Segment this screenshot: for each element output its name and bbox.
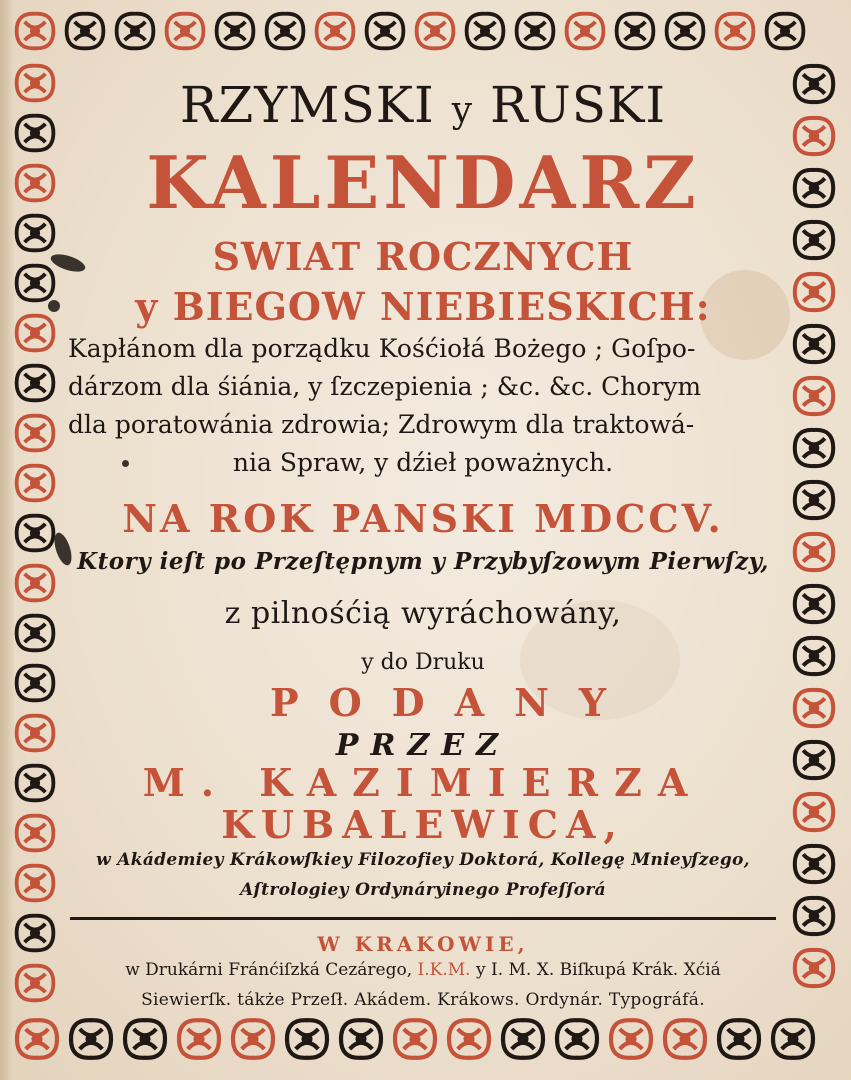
ornament-tile [267, 14, 304, 49]
ornamental-border-right [786, 58, 842, 1014]
title-swiat: SWIAT ROCZNYCH [212, 234, 634, 279]
title-block [60, 62, 786, 1010]
druku-line: y do Druku [361, 650, 485, 675]
ornament-tile [795, 950, 833, 986]
ornament-tile [17, 1020, 57, 1058]
subtitle-line: Ktory ieſt po Przeſtępnym y Przybyſzowym Pierwſzy, [77, 548, 769, 575]
title-rzymski: RZYMSKI [179, 76, 435, 134]
author-line-2: KUBALEWICA, [221, 802, 625, 847]
ornament-tile [773, 1020, 813, 1058]
imprint-city: W KRAKOWIE, [317, 932, 529, 956]
ornament-tile [17, 66, 54, 101]
ornament-tile [317, 14, 354, 49]
ornament-tile [17, 916, 54, 951]
pilnosc-line: z pilnośćią wyráchowány, [224, 596, 622, 631]
ornamental-border-left [8, 58, 60, 1014]
ornament-tile [719, 1020, 759, 1058]
body-line-4: nia Spraw, y dźieł poważnych. [232, 448, 614, 477]
ornament-tile [795, 846, 833, 882]
ornament-tile [17, 116, 54, 151]
author-title-2: Aſtrologiey Ordynáryinego Profeſſorá [240, 880, 606, 900]
przez-line: PRZEZ [335, 728, 511, 763]
ornament-tile [367, 14, 404, 49]
ornament-tile [17, 816, 54, 851]
body-line-2: dárzom dla śiánia, y ſzczepienia ; &c. &c. Chorym [68, 372, 702, 401]
imprint-line-2: Siewierſk. tákże Przeſł. Akádem. Krákows. Ordynár. Typográfá. [141, 990, 705, 1010]
ornament-tile [17, 766, 54, 801]
ornament-tile [767, 14, 804, 49]
imprint-printer: w Drukárni Fránćiſzká Cezárego, [125, 960, 413, 980]
ornamental-border-bottom [10, 1010, 841, 1074]
title-kalendarz: KALENDARZ [146, 140, 700, 225]
ornament-tile [71, 1020, 111, 1058]
ornament-tile [167, 14, 204, 49]
ornament-tile [417, 14, 454, 49]
imprint-line-1 [60, 960, 786, 980]
ornament-tile [467, 14, 504, 49]
ornament-tile [17, 666, 54, 701]
author-line-1: M. KAZIMIERZA [142, 760, 704, 805]
ornament-tile [795, 222, 833, 258]
ornament-tile [395, 1020, 435, 1058]
ornament-tile [179, 1020, 219, 1058]
ornament-tile [611, 1020, 651, 1058]
ornament-tile [665, 1020, 705, 1058]
ornament-tile [795, 326, 833, 362]
year-line: NA ROK PANSKI MDCCV. [122, 496, 724, 541]
ornament-tile [287, 1020, 327, 1058]
ornament-tile [17, 516, 54, 551]
ornament-tile [17, 966, 54, 1001]
separator-rule [70, 917, 776, 920]
ornament-tile [795, 118, 833, 154]
ornament-tile [17, 216, 54, 251]
ornament-tile [795, 898, 833, 934]
title-biegow: y BIEGOW NIEBIESKICH: [135, 284, 711, 329]
ornament-tile [795, 378, 833, 414]
ornament-tile [667, 14, 704, 49]
ornament-tile [795, 742, 833, 778]
podany-line: PODANY [270, 680, 636, 725]
ornament-tile [67, 14, 104, 49]
ornament-tile [17, 316, 54, 351]
ornament-tile [17, 266, 54, 301]
title-conjunction: y [451, 90, 474, 131]
imprint-royal-mark: I.K.M. [417, 960, 471, 980]
ornament-tile [341, 1020, 381, 1058]
ornament-tile [795, 274, 833, 310]
ornament-tile [795, 586, 833, 622]
imprint-bishop: y I. M. X. Biſkupá Krák. Xćiá [475, 960, 721, 980]
ornament-tile [795, 534, 833, 570]
ornament-tile [17, 14, 54, 49]
title-line-1 [60, 76, 786, 134]
ornamental-border-top [10, 4, 841, 62]
ornament-tile [517, 14, 554, 49]
ornament-tile [795, 482, 833, 518]
ornament-tile [795, 430, 833, 466]
ornament-tile [795, 66, 833, 102]
body-line-1: Kapłánom dla porządku Kośćiołá Bożego ; Goſpo- [68, 334, 696, 363]
ornament-tile [795, 170, 833, 206]
ornament-tile [17, 416, 54, 451]
ornament-tile [17, 366, 54, 401]
ornament-tile [17, 466, 54, 501]
ornament-tile [717, 14, 754, 49]
ornament-tile [795, 638, 833, 674]
title-ruski: RUSKI [489, 76, 667, 134]
ornament-tile [617, 14, 654, 49]
ornament-tile [217, 14, 254, 49]
ornament-tile [233, 1020, 273, 1058]
ornament-tile [503, 1020, 543, 1058]
ornament-tile [17, 566, 54, 601]
ornament-tile [567, 14, 604, 49]
ornament-tile [17, 616, 54, 651]
body-line-3: dla poratowánia zdrowia; Zdrowym dla traktowá- [68, 410, 695, 439]
ornament-tile [17, 716, 54, 751]
ornament-tile [795, 794, 833, 830]
ink-spot [48, 300, 60, 312]
ornament-tile [449, 1020, 489, 1058]
ornament-tile [17, 166, 54, 201]
ornament-tile [557, 1020, 597, 1058]
author-title-1: w Akádemiey Krákowſkiey Filozofiey Doktorá, Kollegę Mnieyſzego, [96, 850, 750, 870]
ornament-tile [117, 14, 154, 49]
ornament-tile [17, 866, 54, 901]
ornament-tile [125, 1020, 165, 1058]
